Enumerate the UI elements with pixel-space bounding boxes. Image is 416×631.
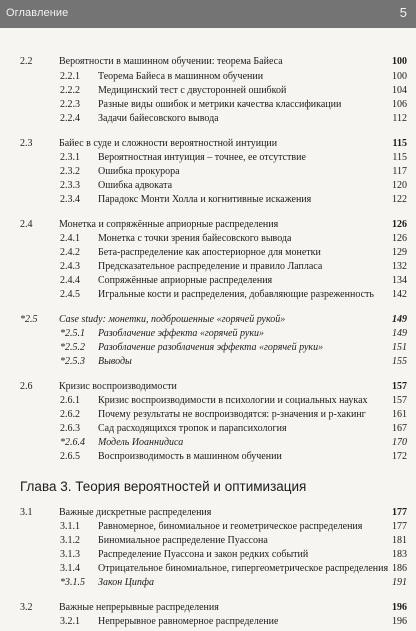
- toc-subsection[interactable]: 3.1.4 Отрицательное биномиальное, гипергеометрическое распределения 186: [60, 563, 407, 574]
- toc-subsection[interactable]: *2.5.3 Выводы 155: [60, 356, 407, 367]
- toc-subsection[interactable]: 2.2.2 Медицинский тест с двусторонней ошибкой 104: [60, 85, 407, 96]
- toc-subsection[interactable]: 2.3.4 Парадокс Монти Холла и когнитивные искажения 122: [60, 194, 407, 205]
- toc-subsection[interactable]: 2.6.5 Воспроизводимость в машинном обучении 172: [60, 451, 407, 462]
- toc-subsection[interactable]: 2.2.3 Разные виды ошибок и метрики качества классификации 106: [60, 99, 407, 110]
- toc-subsection[interactable]: 2.4.5 Игральные кости и распределения, добавляющие разреженность 142: [60, 289, 407, 300]
- toc-subsection[interactable]: 2.6.2 Почему результаты не воспроизводятся: p-значения и p-хакинг 161: [60, 409, 407, 420]
- toc-subsection[interactable]: 2.6.3 Сад расходящихся тропок и парапсихология 167: [60, 423, 407, 434]
- toc-section[interactable]: 2.4 Монетка и сопряжённые априорные распределения 126: [20, 219, 407, 230]
- page-header: [0, 0, 416, 28]
- toc-subsection[interactable]: 2.2.1 Теорема Байеса в машинном обучении 100: [60, 71, 407, 82]
- toc-section[interactable]: 2.2 Вероятности в машинном обучении: теорема Байеса 100: [20, 56, 407, 67]
- page-number: 5: [399, 5, 407, 20]
- toc-subsection[interactable]: 3.1.2 Биномиальное распределение Пуассона 181: [60, 535, 407, 546]
- toc-section[interactable]: *2.5 Case study: монетки, подброшенные «горячей рукой» 149: [20, 314, 407, 325]
- toc-section[interactable]: 3.2 Важные непрерывные распределения 196: [20, 602, 407, 613]
- toc-subsection[interactable]: 2.3.2 Ошибка прокурора 117: [60, 166, 407, 177]
- chapter-heading[interactable]: Глава 3. Теория вероятностей и оптимизация: [20, 479, 307, 494]
- toc-subsection[interactable]: *2.6.4 Модель Иоаннидиса 170: [60, 437, 407, 448]
- toc-subsection[interactable]: *3.1.5 Закон Ципфа 191: [60, 577, 407, 588]
- toc-subsection[interactable]: 2.6.1 Кризис воспроизводимости в психологии и социальных науках 157: [60, 395, 407, 406]
- toc-subsection[interactable]: 2.4.4 Сопряжённые априорные распределения 134: [60, 275, 407, 286]
- page-title: Оглавление: [6, 7, 69, 19]
- toc-subsection[interactable]: 2.3.3 Ошибка адвоката 120: [60, 180, 407, 191]
- toc-subsection[interactable]: 2.4.3 Предсказательное распределение и правило Лапласа 132: [60, 261, 407, 272]
- toc-subsection[interactable]: 2.2.4 Задачи байесовского вывода 112: [60, 113, 407, 124]
- toc-subsection[interactable]: 3.2.1 Непрерывное равномерное распределение 196: [60, 616, 407, 627]
- toc-subsection[interactable]: 2.4.2 Бета-распределение как апостериорное для монетки 129: [60, 247, 407, 258]
- toc-section[interactable]: 2.3 Байес в суде и сложности вероятностной интуиции 115: [20, 138, 407, 149]
- toc-section[interactable]: 2.6 Кризис воспроизводимости 157: [20, 381, 407, 392]
- toc-subsection[interactable]: 3.1.3 Распределение Пуассона и закон редких событий 183: [60, 549, 407, 560]
- toc-subsection[interactable]: *2.5.2 Разоблачение разоблачения эффекта «горячей руки» 151: [60, 342, 407, 353]
- toc-subsection[interactable]: 2.4.1 Монетка с точки зрения байесовского вывода 126: [60, 233, 407, 244]
- toc-section[interactable]: 3.1 Важные дискретные распределения 177: [20, 507, 407, 518]
- toc-subsection[interactable]: 3.1.1 Равномерное, биномиальное и геометрическое распределения 177: [60, 521, 407, 532]
- toc-subsection[interactable]: 2.3.1 Вероятностная интуиция – точнее, ее отсутствие 115: [60, 152, 407, 163]
- toc-subsection[interactable]: *2.5.1 Разоблачение эффекта «горячей руки» 149: [60, 328, 407, 339]
